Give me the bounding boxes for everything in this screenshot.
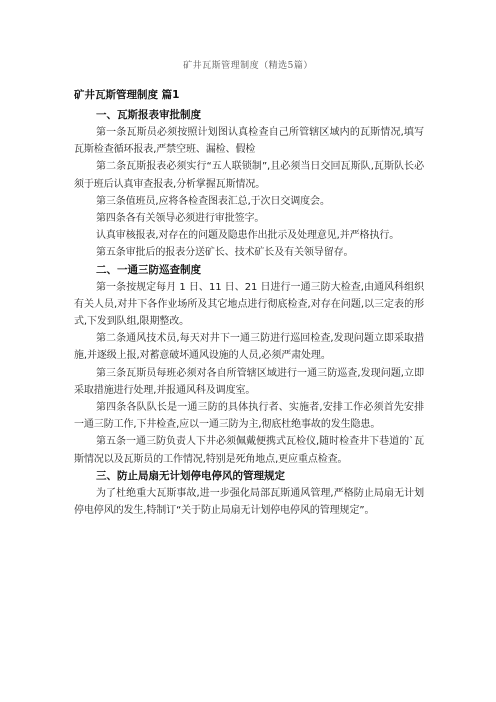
paragraph: 第四条各队队长是一通三防的具体执行者、实施者,安排工作必须首先安排一通三防工作,下井检查,应以一通三防为主,彻底杜绝事故的发生隐患。 bbox=[74, 402, 424, 431]
paragraph: 第一条瓦斯员必须按照计划图认真检查自己所管辖区域内的瓦斯情况,填写瓦斯检查循环报表,严禁空班、漏检、假检 bbox=[74, 127, 424, 156]
paragraph: 第一条按规定每月 1 日、11 日、21 日进行一通三防大检查,由通风科组织有关人员,对井下各作业场所及其它地点进行彻底检查,对存在问题,以三定表的形式,下发到队组,限期整改。 bbox=[74, 281, 424, 328]
paragraph: 第五条一通三防负责人下井必须佩戴便携式瓦检仪,随时检查井下巷道的`瓦斯情况以及瓦斯员的工作情况,特别是死角地点,更应重点检查。 bbox=[74, 436, 424, 465]
paragraph: 第五条审批后的报表分送矿长、技术矿长及有关领导留存。 bbox=[96, 247, 354, 259]
document-title: 矿井瓦斯管理制度 篇1 bbox=[74, 89, 180, 101]
paragraph: 为了杜绝重大瓦斯事故,进一步强化局部瓦斯通风管理,严格防止局扇无计划停电停风的发生,特制订“关于防止局扇无计划停电停风的管理规定”。 bbox=[74, 487, 424, 517]
paragraph: 认真审核报表,对存在的问题及隐患作出批示及处理意见,并严格执行。 bbox=[96, 230, 400, 242]
paragraph: 第三条瓦斯员每班必须对各自所管辖区域进行一通三防巡查,发现问题,立即采取措施进行处理,并报通风科及调度室。 bbox=[74, 367, 424, 396]
paragraph: 第三条值班员,应将各检查图表汇总,于次日交调度会。 bbox=[96, 195, 330, 207]
document-body bbox=[74, 86, 424, 519]
section-heading: 一、瓦斯报表审批制度 bbox=[96, 109, 201, 121]
section-heading: 二、一通三防巡查制度 bbox=[96, 263, 201, 276]
paragraph: 第二条通风技术员,每天对井下一通三防进行巡回检查,发现问题立即采取措施,并逐级上报,对蓄意破坏通风设施的人员,必须严肃处理。 bbox=[74, 333, 424, 362]
section-heading: 三、防止局扇无计划停电停风的管理规定 bbox=[96, 469, 285, 482]
paragraph: 第二条瓦斯报表必须实行“五人联锁制”,且必须当日交回瓦斯队,瓦斯队长必须于班后认真审查报表,分析掌握瓦斯情况。 bbox=[74, 161, 424, 190]
running-header: 矿井瓦斯管理制度（精选5篇） bbox=[183, 61, 313, 71]
paragraph: 第四条各有关领导必须进行审批签字。 bbox=[96, 213, 265, 225]
